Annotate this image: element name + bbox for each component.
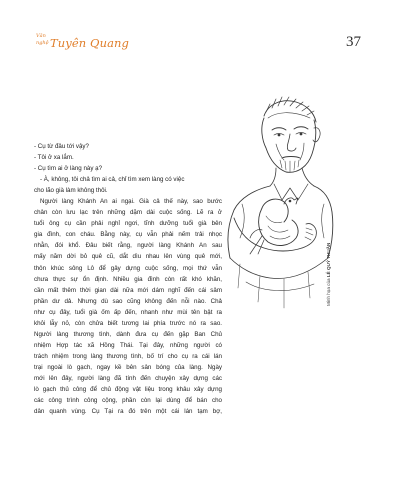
paragraph-line: Người làng thương tình, dành đưa cụ đến gặp Ban Chủ [34,330,222,338]
paragraph-line: lò gạch thủ công để chủ động vật liệu trong khâu xây dựng [34,386,222,394]
dialogue-line: - À, không, tôi chả tìm ai cả, chỉ tìm xem làng có việc [40,176,185,184]
dialogue-line: - Cụ từ đâu tới vậy? [34,143,89,150]
paragraph-line: mới lên đây, người làng đã tính đến chuyện xây dựng các [34,374,222,382]
paragraph-line: phần dư dả. Nhưng dù sao cũng không đến nỗi nào. Chả [34,297,222,305]
paragraph-line: nhiệm Hợp tác xã Hồng Thái. Tại đây, những người có [34,341,222,349]
paragraph-line: chưa thực sự ổn định. Nhiều gia đình còn rất khó khăn, [34,275,222,283]
paragraph-line: nhằn, đói khổ. Đâu biết rằng, người làng Khánh An sau [34,242,222,250]
paragraph-line: khỏi lẫy nỏ, còn chửa biết tương lai phía trước nó ra sao. [34,319,222,327]
masthead-word-nghe: nghệ [36,40,49,46]
paragraph-line: cần mất thêm thời gian dài nữa mới dám nghĩ đến cái sâm [34,286,222,294]
masthead-word-van: Văn [36,33,46,39]
paragraph-line: như cụ đây, tuổi già ốm ấp đến, nhanh như mùi tên bật ra [34,308,222,316]
paragraph-line: chân còn lưu lạc trên những dặm dài cuộc sống. Lẽ ra ở [34,209,222,217]
portrait-illustration [210,88,336,313]
page-number: 37 [346,34,361,50]
paragraph-line: gia đình, con cháu. Bằng này, cụ vẫn phải nếm trải nhọc [34,231,222,239]
paragraph-line: thôn khúc sông Lô để gây dựng cuộc sống, mọi thứ vẫn [34,264,222,272]
dialogue-line: - Cụ tìm ai ở làng này ạ? [34,165,103,173]
paragraph-line: Người làng Khánh An ai ngại. Già cả thế này, sao bước [40,198,222,206]
credit-prefix: Minh họa của [326,278,331,306]
paragraph-line: trách nhiệm trong làng thương tình, bố trí cho cụ ra cái lán [34,352,222,360]
dialogue-line: - Tôi ở xa lắm. [34,154,74,162]
paragraph-line: trại ngoài lò gạch, ngay kề bên sân bóng của làng. Ngày [34,363,222,371]
article-body [34,141,222,417]
paragraph-line: tuổi ông cụ cần phải nghỉ ngơi, tĩnh dưỡng tuổi già bên [34,220,222,228]
paragraph-line: các công trình công cộng, phần còn lại dùng để bán cho [34,397,222,405]
paragraph-line: mấy năm dời bỏ quê cũ, dắt dìu nhau lên vùng quê mới, [34,253,222,261]
credit-artist: LÊ QUÝ THUẦN [326,242,331,278]
dialogue-line: cho lão già làm không thôi. [34,187,108,195]
illustration-credit [326,243,331,306]
paragraph-line: dân quanh vùng. Cụ Tại ra đó trên một cái lán tạm bợ, [34,408,222,416]
masthead-title: Tuyên Quang [50,36,130,50]
